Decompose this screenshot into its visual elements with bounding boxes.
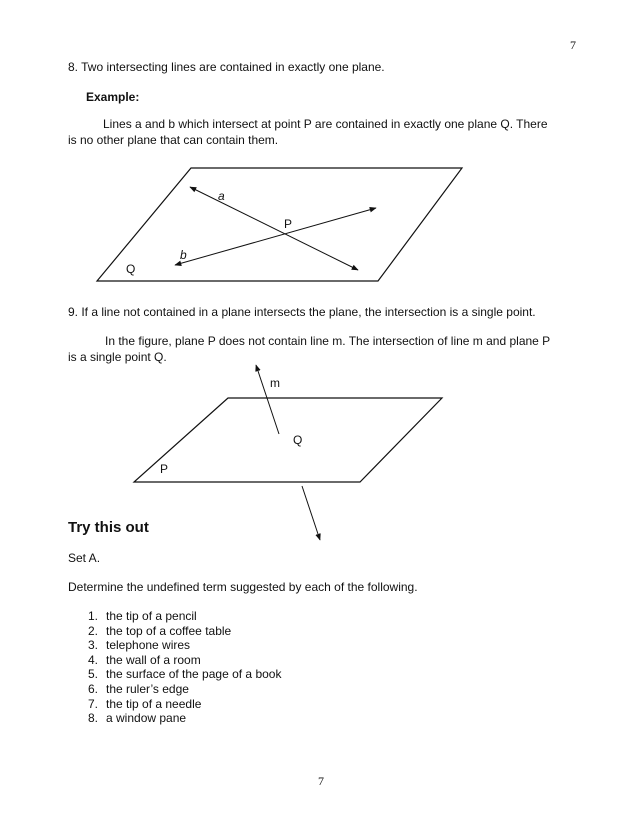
section-9-text-line-1: In the figure, plane P does not contain line m. The intersection of line m and plane P (105, 334, 551, 348)
list-item: 1. the tip of a pencil (88, 609, 197, 623)
example-label: Example: (86, 90, 140, 104)
page-number-top: 7 (570, 38, 576, 52)
list-item: 5. the surface of the page of a book (88, 667, 282, 682)
plane-p-shape (134, 398, 442, 482)
page-number-bottom: 7 (318, 774, 324, 788)
line-a-label: a (218, 189, 225, 203)
list-item: 7. the tip of a needle (88, 696, 202, 711)
list-item: 3. telephone wires (88, 638, 191, 653)
instruction-text: Determine the undefined term suggested by each of the following. (68, 580, 418, 594)
plane-q-label: Q (126, 262, 136, 276)
set-a-label: Set A. (68, 551, 101, 565)
list-item: 6. the ruler’s edge (88, 681, 189, 696)
exercise-list (88, 609, 281, 726)
section-9-text-line-2: is a single point Q. (68, 350, 167, 364)
line-m-label: m (270, 376, 280, 390)
point-p-label: P (284, 217, 293, 231)
line-m-lower (302, 486, 320, 540)
line-b-label: b (180, 248, 187, 262)
example-text-line-2: is no other plane that can contain them. (68, 133, 279, 147)
theorem-9-statement: 9. If a line not contained in a plane intersects the plane, the intersection is a single point. (68, 305, 536, 319)
plane-p-label: P (160, 462, 169, 476)
list-item: 4. the wall of a room (88, 652, 201, 667)
theorem-8-statement: 8. Two intersecting lines are contained in exactly one plane. (68, 60, 385, 74)
example-text-line-1: Lines a and b which intersect at point P are contained in exactly one plane Q. There (103, 117, 548, 131)
list-item: 8. a window pane (88, 711, 187, 726)
list-item: 2. the top of a coffee table (88, 623, 232, 638)
point-q-label: Q (293, 433, 303, 447)
try-this-out-heading: Try this out (68, 519, 149, 536)
